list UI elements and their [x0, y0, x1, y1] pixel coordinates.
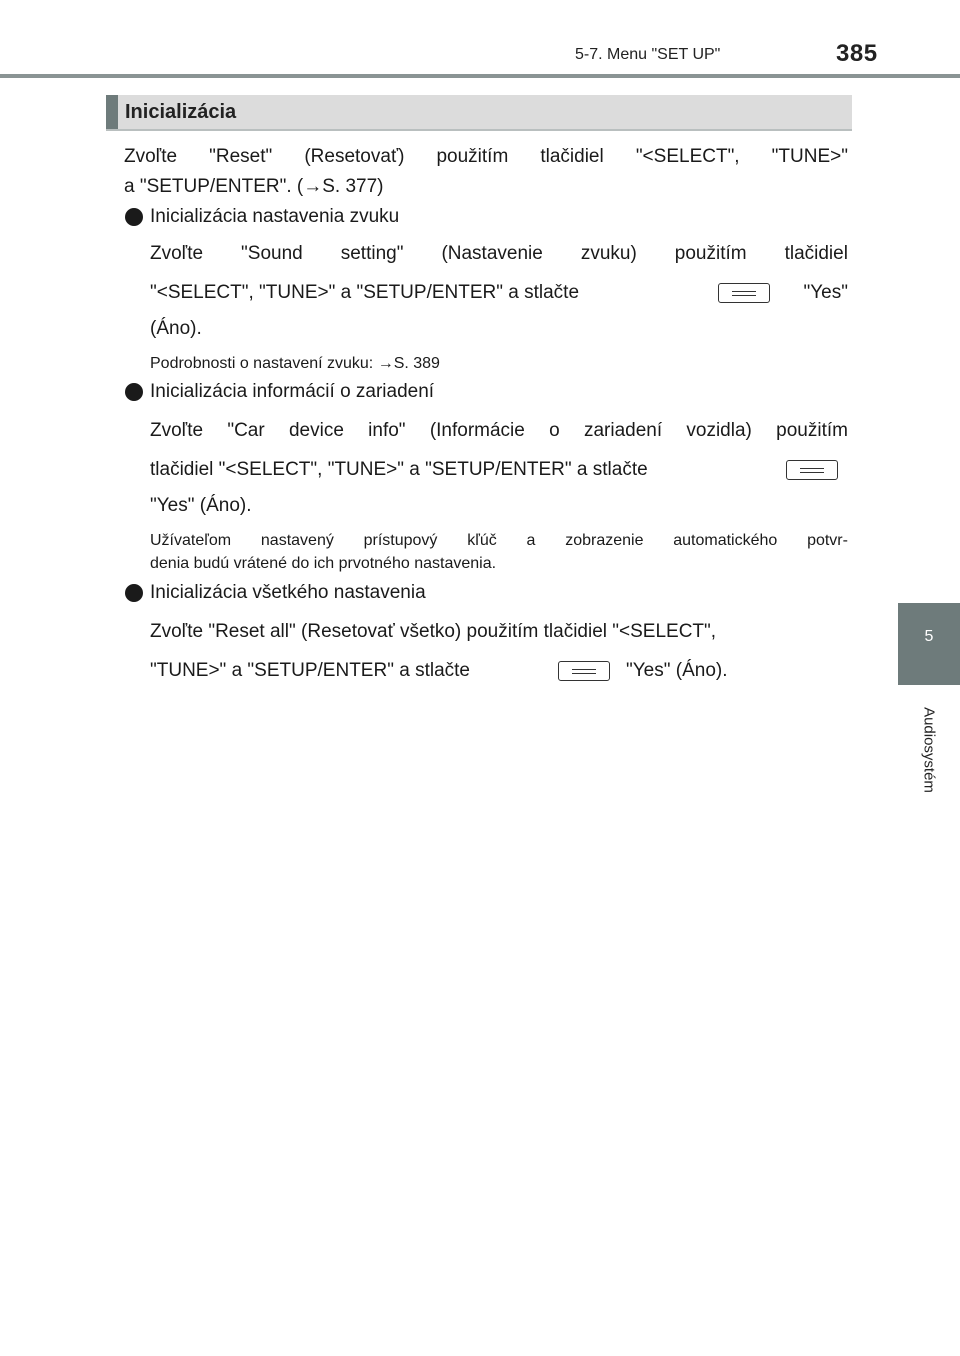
word: Zvoľte — [150, 420, 204, 441]
item-2-note-line-1 — [150, 532, 848, 550]
word: "Sound — [241, 243, 303, 264]
page-number: 385 — [836, 40, 878, 67]
header-rule — [0, 74, 960, 78]
word: a — [526, 532, 536, 549]
section-accent-bar — [106, 95, 118, 129]
word: automatického — [673, 532, 778, 549]
word: tlačidiel — [784, 243, 848, 264]
word: device — [288, 420, 344, 441]
chapter-label: Audiosystém — [920, 707, 938, 793]
chapter-number: 5 — [924, 628, 934, 645]
intro-line-2: a "SETUP/ENTER". (→S. 377) — [124, 176, 384, 197]
intro-line-1 — [124, 146, 848, 168]
word: "Car — [227, 420, 265, 441]
section-title: Inicializácia — [125, 101, 237, 123]
word: tlačidiel — [540, 146, 604, 167]
word: kľúč — [467, 532, 497, 549]
word: vozidla) — [686, 420, 752, 441]
word: "Reset" — [209, 146, 273, 167]
word: použitím — [436, 146, 509, 167]
bullet-dot-icon — [125, 383, 143, 401]
section-reference: 5-7. Menu "SET UP" — [575, 46, 721, 63]
item-2-note-line-2: denia budú vrátené do ich prvotného nastavenia. — [150, 555, 497, 572]
word: zariadení — [583, 420, 663, 441]
word: (Informácie — [429, 420, 525, 441]
word: nastavený — [260, 532, 334, 549]
word: info" — [368, 420, 406, 441]
item-3-heading: Inicializácia všetkého nastavenia — [150, 582, 426, 603]
item-2-line-1 — [150, 420, 848, 442]
item-1-line-2-text: "<SELECT", "TUNE>" a "SETUP/ENTER" a stlačte — [150, 282, 580, 303]
item-1-yes: "Yes" — [803, 282, 848, 303]
word: setting" — [340, 243, 404, 264]
word: Zvoľte — [150, 243, 204, 264]
word: potvr- — [807, 532, 848, 549]
word: "TUNE>" — [771, 146, 848, 167]
set-button-icon — [558, 661, 610, 681]
item-1-line-1 — [150, 243, 848, 265]
item-3-line-2-text: "TUNE>" a "SETUP/ENTER" a stlačte — [150, 660, 470, 681]
item-2-line-2-text: tlačidiel "<SELECT", "TUNE>" a "SETUP/ENTER" a stlačte — [150, 459, 648, 480]
item-2-line-3: "Yes" (Áno). — [150, 495, 252, 516]
section-header — [106, 95, 852, 131]
word: zvuku) — [580, 243, 637, 264]
item-3-yes: "Yes" (Áno). — [626, 660, 728, 681]
bullet-dot-icon — [125, 208, 143, 226]
word: použitím — [776, 420, 848, 441]
item-2-heading: Inicializácia informácií o zariadení — [150, 381, 435, 402]
word: Užívateľom — [150, 532, 232, 549]
word: "<SELECT", — [635, 146, 740, 167]
word: o — [549, 420, 560, 441]
word: použitím — [674, 243, 747, 264]
item-1-note: Podrobnosti o nastavení zvuku: →S. 389 — [150, 355, 440, 372]
word: (Nastavenie — [441, 243, 543, 264]
word: prístupový — [363, 532, 438, 549]
set-button-icon — [786, 460, 838, 480]
word: (Resetovať) — [304, 146, 405, 167]
item-1-line-3: (Áno). — [150, 318, 202, 339]
item-1-heading: Inicializácia nastavenia zvuku — [150, 206, 400, 227]
set-button-icon — [718, 283, 770, 303]
word: zobrazenie — [565, 532, 644, 549]
word: Zvoľte — [124, 146, 178, 167]
bullet-dot-icon — [125, 584, 143, 602]
item-3-line-1: Zvoľte "Reset all" (Resetovať všetko) použitím tlačidiel "<SELECT", — [150, 621, 717, 642]
